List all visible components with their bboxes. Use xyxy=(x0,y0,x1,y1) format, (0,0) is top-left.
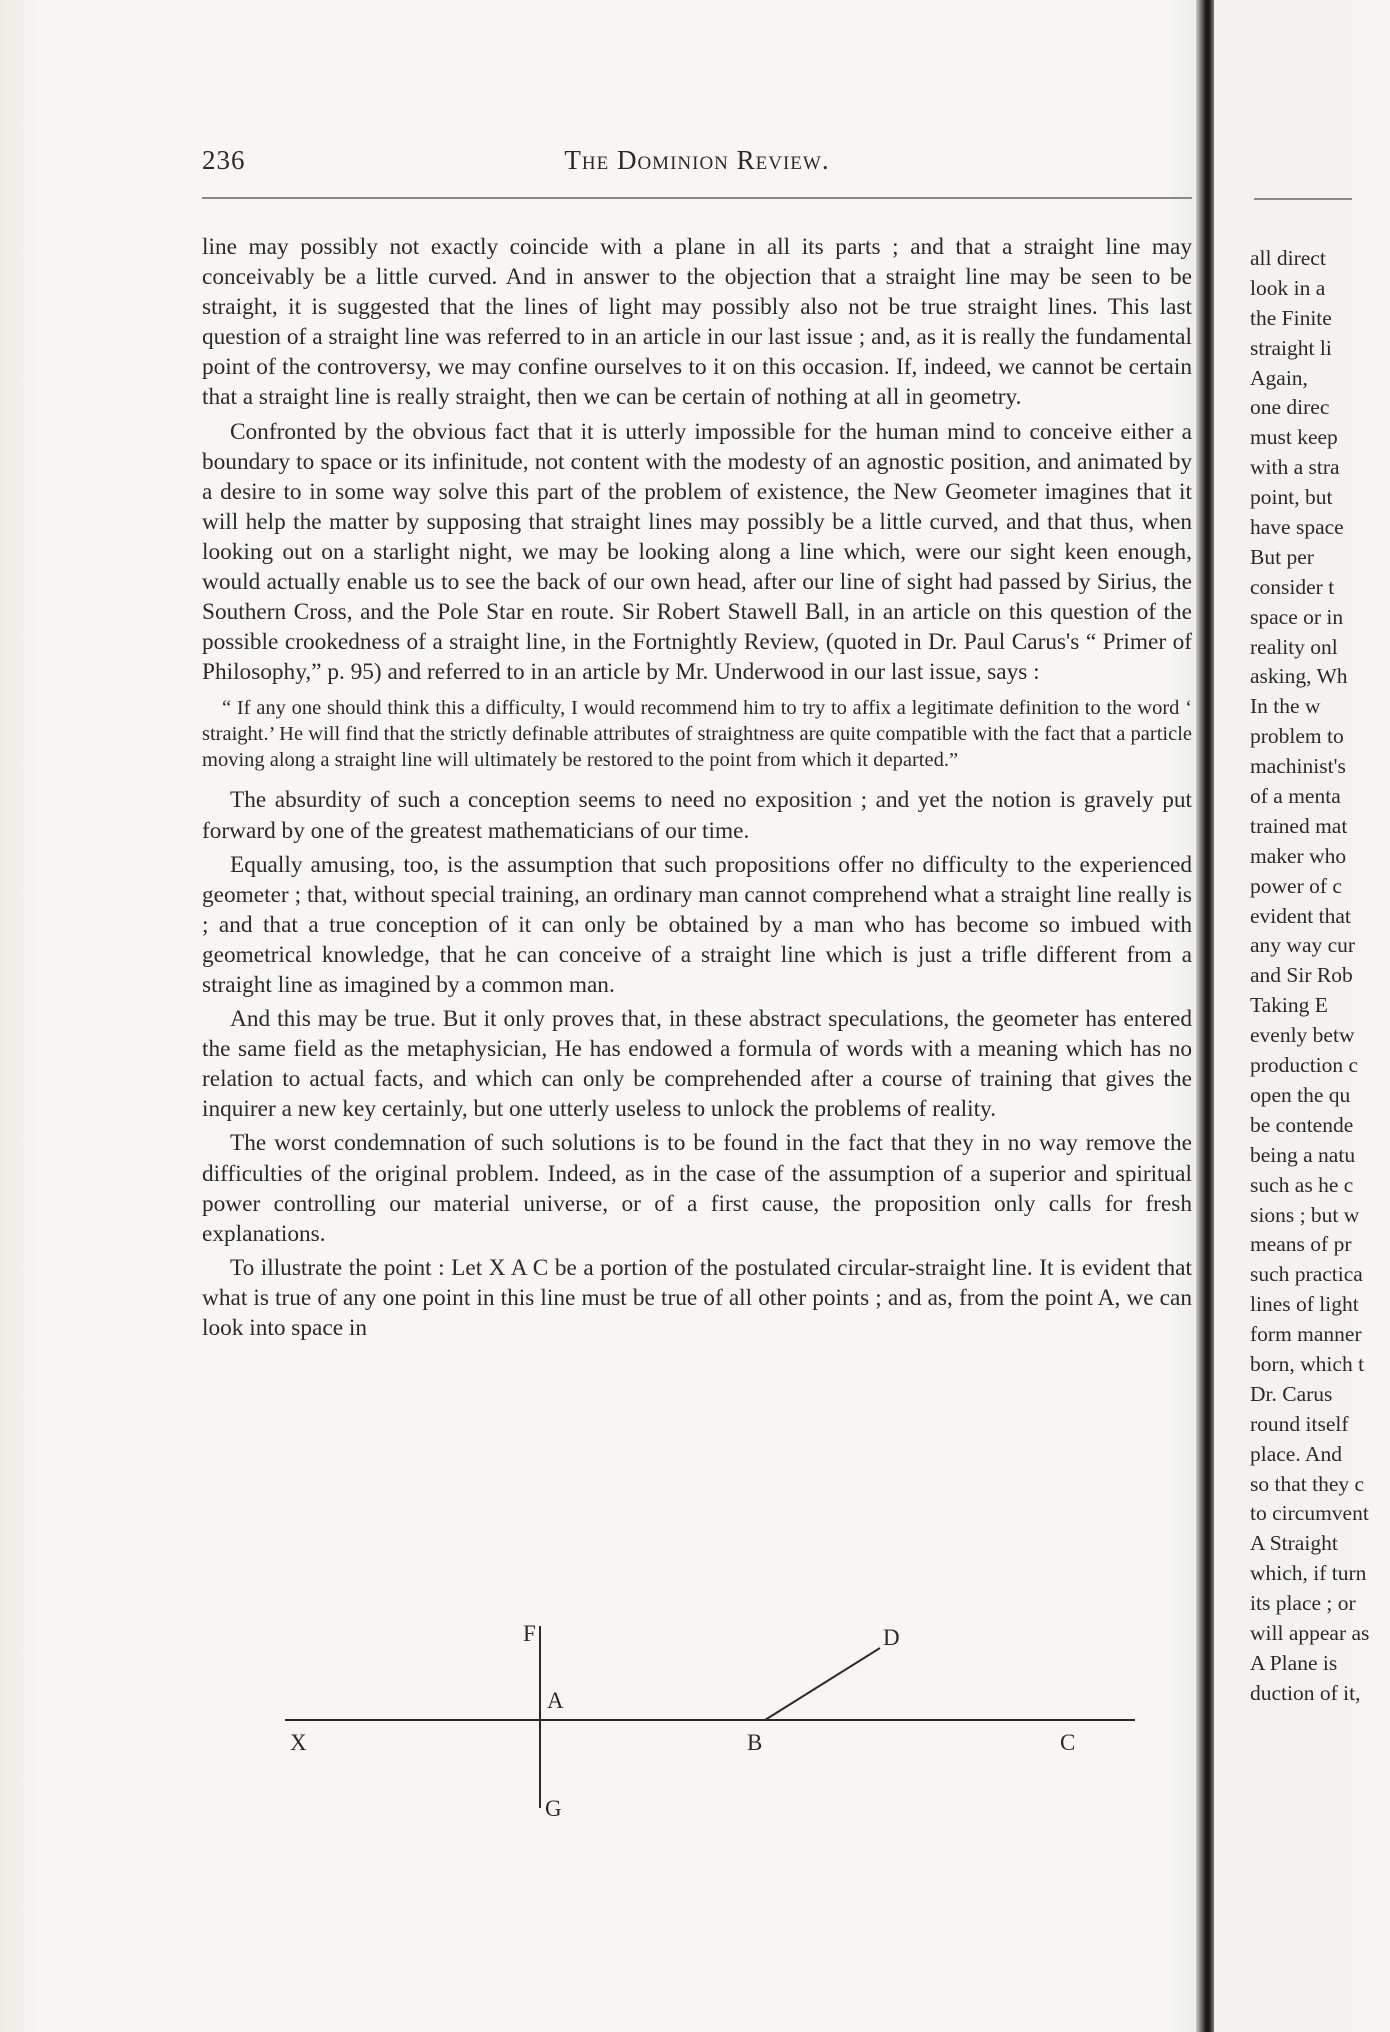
right-page-line: of a menta xyxy=(1250,784,1341,809)
right-page-line: place. And xyxy=(1250,1441,1342,1466)
header-rule xyxy=(202,197,1192,199)
paragraph: And this may be true. But it only proves that, in these abstract speculations, the geometer has entered the same field as the metaphysician, He has endowed a formula of words with a meaning which has no relation to actual facts, and which can only be comprehended after a course of training that gives the inquirer a new key certainly, but one utterly useless to unlock the problems of reality. xyxy=(202,1006,1192,1123)
right-page-line: be contende xyxy=(1250,1112,1354,1137)
line-bd xyxy=(765,1648,880,1720)
right-page-line: form manner xyxy=(1250,1322,1362,1347)
right-page-line: evident that xyxy=(1250,903,1351,928)
paragraph: Equally amusing, too, is the assumption that such propositions offer no difficulty to the experienced geometer ; that, without special training, an ordinary man cannot comprehend what a straight line really is ; and that a true conception of it can only be obtained by a man who has become so imbued with geometrical knowledge, that he can conceive of a straight line which is just a trifle different from a straight line as imagined by a common man. xyxy=(202,851,1192,998)
right-page-line: look in a xyxy=(1250,275,1326,300)
right-page-line: duction of it, xyxy=(1250,1680,1361,1705)
right-page-line: open the qu xyxy=(1250,1082,1351,1107)
right-page-line: A Straight xyxy=(1250,1531,1338,1556)
right-page-line: Again, xyxy=(1250,365,1308,390)
paragraph: Confronted by the obvious fact that it is utterly impossible for the human mind to conceive either a boundary to space or its infinitude, not content with the modesty of an agnostic position, and animated by a desire to in some way solve this part of the problem of existence, the New Geometer imagines that it will help the matter by supposing that straight lines may possibly be a little curved, and that thus, when looking out on a starlight night, we may be looking along a line which, were our sight keen enough, would actually enable us to see the back of our own head, after our line of sight had passed by Sirius, the Southern Cross, and the Pole Star en route. Sir Robert Stawell Ball, in an article on this question of the possible crookedness of a straight line, in the Fortnightly Review, (quoted in Dr. Paul Carus's “ Primer of Philosophy,” p. 95) and referred to in an article by Mr. Underwood in our last issue, says : xyxy=(202,418,1192,686)
right-page-line: born, which t xyxy=(1250,1351,1365,1376)
right-page-line: straight li xyxy=(1250,335,1332,360)
right-page-line: round itself xyxy=(1250,1411,1349,1436)
paragraph: To illustrate the point : Let X A C be a portion of the postulated circular-straight line. It is evident that what is true of any one point in this line must be true of all other points ; and as, from the point A, we can look into space in xyxy=(202,1254,1192,1341)
right-page-line: the Finite xyxy=(1250,305,1332,330)
right-page-line: machinist's xyxy=(1250,754,1346,779)
right-page-line: its place ; or xyxy=(1250,1591,1356,1616)
label-x: X xyxy=(290,1730,307,1755)
right-page-line: to circumvent xyxy=(1250,1501,1369,1526)
right-page xyxy=(1214,0,1370,2032)
paragraph: line may possibly not exactly coincide with a plane in all its parts ; and that a straight line may conceivably be a little curved. And in answer to the objection that a straight line may be seen to be straight, it is suggested that the lines of light may possibly also not be true straight lines. This last question of a straight line was referred to in an article in our last issue ; and, as it is really the fundamental point of the controversy, we may confine ourselves to it on this occasion. If, indeed, we cannot be certain that a straight line is really straight, then we can be certain of nothing at all in geometry. xyxy=(202,234,1192,411)
right-page-line: sions ; but w xyxy=(1250,1202,1360,1227)
block-quote: “ If any one should think this a difficulty, I would recommend him to try to affix a legitimate definition to the word ‘ straight.’ He will find that the strictly definable attributes of straightness are quite compatible with the fact that a particle moving along a straight line will ultimately be restored to the point from which it departed.” xyxy=(202,697,1192,772)
right-page-line: must keep xyxy=(1250,425,1338,450)
geometry-diagram xyxy=(285,1618,1135,1828)
right-page-line: reality onl xyxy=(1250,634,1338,659)
right-page-line: consider t xyxy=(1250,574,1335,599)
right-page-line: any way cur xyxy=(1250,933,1356,958)
right-page-text xyxy=(1250,244,1390,1709)
right-page-line: such as he c xyxy=(1250,1172,1354,1197)
label-g: G xyxy=(545,1796,562,1821)
right-page-line: Taking E xyxy=(1250,993,1328,1018)
right-page-line: all direct xyxy=(1250,246,1326,270)
right-page-line: and Sir Rob xyxy=(1250,963,1353,988)
right-page-line: space or in xyxy=(1250,604,1344,629)
right-page-line: so that they c xyxy=(1250,1471,1365,1496)
right-page-line: such practica xyxy=(1250,1262,1363,1287)
right-page-line: means of pr xyxy=(1250,1232,1352,1257)
right-page-line: will appear as xyxy=(1250,1620,1370,1645)
right-page-line: with a stra xyxy=(1250,455,1340,480)
article-body xyxy=(202,232,1192,1347)
label-c: C xyxy=(1060,1730,1076,1755)
label-d: D xyxy=(883,1625,900,1650)
right-page-line: In the w xyxy=(1250,694,1321,719)
right-page-line: A Plane is xyxy=(1250,1650,1338,1675)
right-page-line: trained mat xyxy=(1250,813,1348,838)
label-b: B xyxy=(747,1730,763,1755)
right-page-line: problem to xyxy=(1250,724,1344,749)
right-page-line: have space xyxy=(1250,515,1344,540)
paragraph: The worst condemnation of such solutions is to be found in the fact that they in no way remove the difficulties of the original problem. Indeed, as in the case of the assumption of a superior and spiritual power controlling our material universe, or of a first cause, the proposition only calls for fresh explanations. xyxy=(202,1130,1192,1247)
right-page-line: evenly betw xyxy=(1250,1023,1355,1048)
right-page-line: power of c xyxy=(1250,873,1342,898)
right-page-line: But per xyxy=(1250,544,1314,569)
right-page-line: one direc xyxy=(1250,395,1330,420)
paragraph: The absurdity of such a conception seems to need no exposition ; and yet the notion is gravely put forward by one of the greatest mathematicians of our time. xyxy=(202,787,1192,844)
page-header xyxy=(202,145,1192,185)
right-page-line: being a natu xyxy=(1250,1142,1356,1167)
right-page-line: lines of light xyxy=(1250,1292,1359,1317)
right-page-rule xyxy=(1254,198,1352,200)
right-page-line: maker who xyxy=(1250,843,1347,868)
right-page-line: which, if turn xyxy=(1250,1561,1367,1586)
right-page-line: asking, Wh xyxy=(1250,664,1348,689)
label-a: A xyxy=(547,1688,564,1713)
page-number: 236 xyxy=(202,145,246,175)
right-page-line: Dr. Carus xyxy=(1250,1381,1333,1406)
label-f: F xyxy=(523,1621,536,1646)
right-page-line: point, but xyxy=(1250,485,1333,510)
running-title: The Dominion Review. xyxy=(564,145,830,175)
right-page-line: production c xyxy=(1250,1053,1359,1078)
